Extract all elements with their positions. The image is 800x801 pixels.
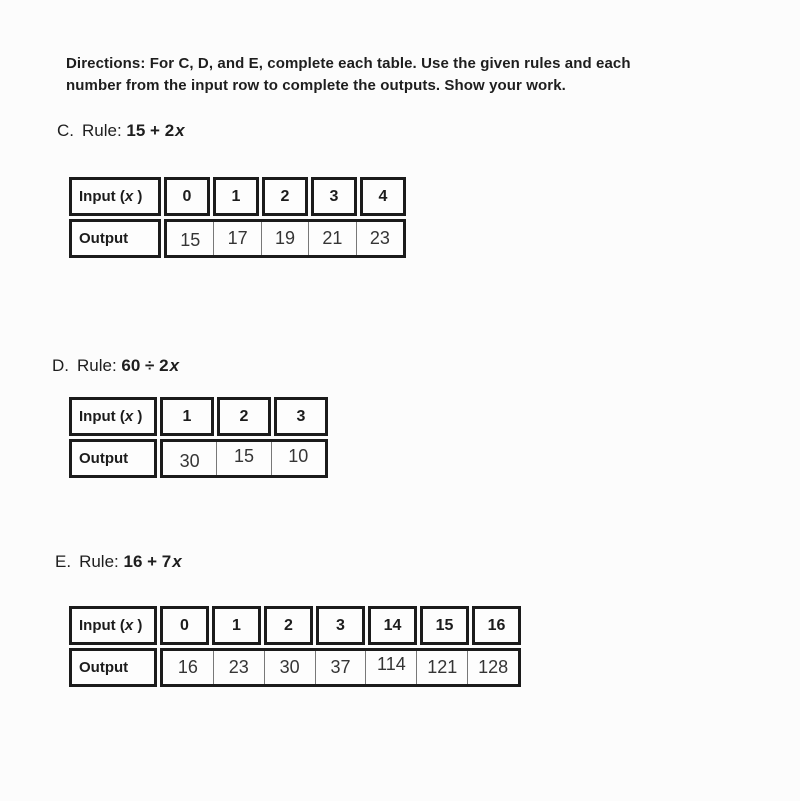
input-value-cell: 1 (160, 397, 214, 436)
output-value-cell[interactable]: 19 (262, 222, 309, 255)
input-value-cell: 16 (472, 606, 521, 645)
output-answer-strip (160, 648, 521, 687)
table-c (69, 177, 406, 258)
rule-letter: C. (57, 121, 74, 140)
output-row (69, 439, 328, 478)
input-row (69, 177, 406, 216)
rule-word: Rule: (77, 356, 117, 375)
output-answer-strip (164, 219, 406, 258)
output-value-cell[interactable]: 114 (366, 651, 417, 684)
rule-line-d (52, 356, 179, 376)
rule-expression: 15 + 2x (126, 121, 185, 140)
input-value-cell: 14 (368, 606, 417, 645)
output-value-cell[interactable]: 23 (214, 651, 265, 684)
rule-expression: 16 + 7x (123, 552, 182, 571)
input-header-cell: Input ( x ) (69, 177, 161, 216)
input-value-cell: 1 (212, 606, 261, 645)
rule-line-e (55, 552, 182, 572)
rule-word: Rule: (82, 121, 122, 140)
directions-text (66, 53, 631, 97)
input-header-cell: Input ( x ) (69, 397, 157, 436)
output-value-cell[interactable]: 30 (265, 651, 316, 684)
input-variable: x (124, 408, 134, 425)
output-value-cell[interactable]: 23 (369, 228, 390, 248)
output-header-cell: Output (69, 439, 157, 478)
rule-variable: x (169, 356, 180, 375)
input-value-cell: 0 (164, 177, 210, 216)
input-value-cell: 2 (217, 397, 271, 436)
output-value-cell[interactable]: 37 (316, 651, 367, 684)
output-value-cell[interactable]: 15 (217, 442, 271, 475)
input-value-cell: 1 (213, 177, 259, 216)
output-header-cell: Output (69, 219, 161, 258)
table-e (69, 606, 521, 687)
directions-line-1: Directions: For C, D, and E, complete each table. Use the given rules and each (66, 55, 631, 72)
output-header-cell: Output (69, 648, 157, 687)
input-value-cell: 2 (262, 177, 308, 216)
input-header-cell: Input ( x ) (69, 606, 157, 645)
input-variable: x (124, 617, 134, 634)
input-value-cell: 15 (420, 606, 469, 645)
directions-line-2: number from the input row to complete the outputs. Show your work. (66, 77, 566, 94)
output-value-cell[interactable]: 16 (163, 651, 214, 684)
rule-letter: E. (55, 552, 72, 571)
output-row (69, 219, 406, 258)
rule-line-c (57, 121, 185, 141)
input-value-cell: 4 (360, 177, 406, 216)
output-value-cell[interactable]: 17 (214, 222, 261, 255)
output-value-cell[interactable]: 10 (288, 446, 309, 466)
input-row (69, 397, 328, 436)
rule-variable: x (175, 121, 185, 140)
input-variable: x (124, 188, 134, 205)
input-value-cell: 3 (311, 177, 357, 216)
output-value-cell[interactable]: 21 (309, 222, 356, 255)
output-value-cell[interactable]: 15 (167, 222, 214, 255)
output-value-cell[interactable]: 121 (417, 651, 468, 684)
input-value-cell: 3 (316, 606, 365, 645)
input-row (69, 606, 521, 645)
output-row (69, 648, 521, 687)
output-value-cell[interactable]: 128 (478, 657, 509, 677)
rule-variable: x (172, 552, 182, 571)
output-answer-strip (160, 439, 328, 478)
rule-word: Rule: (79, 552, 119, 571)
input-value-cell: 0 (160, 606, 209, 645)
rule-expression: 60 ÷ 2x (121, 356, 180, 375)
input-value-cell: 2 (264, 606, 313, 645)
table-d (69, 397, 328, 478)
rule-letter: D. (52, 356, 69, 375)
input-value-cell: 3 (274, 397, 328, 436)
output-value-cell[interactable]: 30 (163, 442, 217, 475)
